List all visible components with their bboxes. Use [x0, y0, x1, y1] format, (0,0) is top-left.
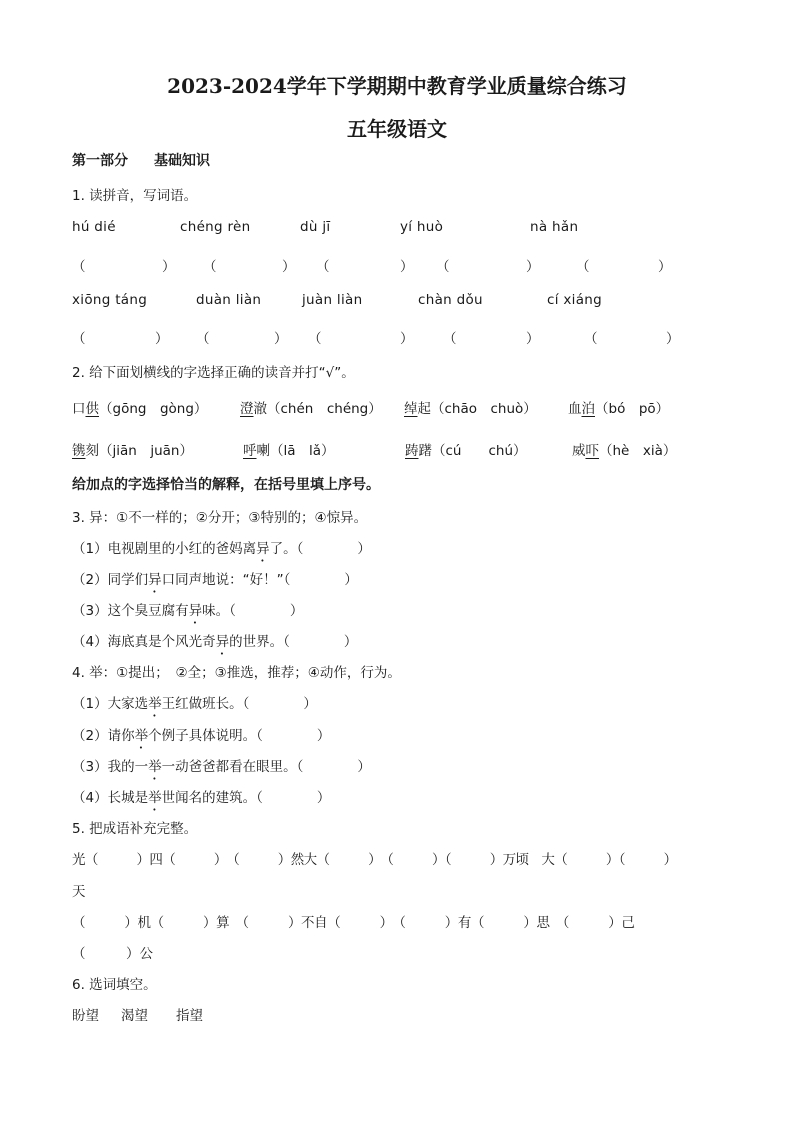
open-bracket: （: [308, 331, 322, 347]
open-bracket: （: [72, 259, 86, 275]
pinyin-3: dù jī: [300, 219, 331, 235]
close-bracket: ）: [155, 331, 169, 347]
open-bracket: （: [584, 331, 598, 347]
pronunciation-item: [243, 439, 335, 459]
idiom-line: 光（ ）四（ ） （ ）然大（ ） （ ）（ ）万顷 大（ ）（ ）: [72, 852, 677, 868]
close-bracket: ）: [526, 259, 540, 275]
question-5-prompt: 5. 把成语补充完整。: [72, 821, 198, 837]
question-1-prompt: 1. 读拼音，写词语。: [72, 188, 198, 204]
underlined-char: 澄: [240, 401, 254, 417]
close-bracket: ）: [666, 331, 680, 347]
item-text: 王红做班长。（ ）: [161, 696, 317, 712]
open-bracket: （: [316, 259, 330, 275]
item-text: （2）同学们: [72, 572, 149, 588]
dotted-char: 举: [134, 728, 149, 744]
question-6-prompt: 6. 选词填空。: [72, 977, 157, 993]
part-name: 基础知识: [154, 153, 210, 169]
close-bracket: ）: [282, 259, 296, 275]
sub-item: [72, 724, 330, 752]
question-4-prompt: 4. 举：①提出； ②全；③推选，推荐；④动作，行为。: [72, 665, 401, 681]
dotted-char: 异: [188, 603, 203, 619]
item-text: 一动爸爸都看在眼里。（ ）: [161, 759, 371, 775]
underlined-char: 绰: [404, 401, 418, 417]
item-text: （1）电视剧里的小红的爸妈离: [72, 541, 257, 557]
item-options: （hè xià）: [599, 443, 677, 459]
underlined-char: 吓: [585, 443, 599, 459]
word-option: 指望: [176, 1008, 203, 1024]
dotted-char: 举: [148, 790, 162, 806]
word-option: 盼望: [72, 1008, 99, 1024]
pinyin-10: cí xiáng: [547, 292, 603, 308]
item-text: 味。（ ）: [202, 603, 304, 619]
open-bracket: （: [436, 259, 450, 275]
item-text: 个例子具体说明。（ ）: [148, 728, 331, 744]
pronunciation-item: [572, 439, 676, 459]
close-bracket: ）: [274, 331, 288, 347]
item-text: （2）请你: [72, 728, 135, 744]
item-text: 世闻名的建筑。（ ）: [161, 790, 331, 806]
pronunciation-item: [72, 439, 193, 459]
underlined-char: 泊: [581, 401, 595, 417]
open-bracket: （: [576, 259, 590, 275]
dotted-char: 举: [148, 696, 162, 712]
pinyin-9: chàn dǒu: [418, 292, 483, 308]
pronunciation-item: [404, 397, 537, 417]
open-bracket: （: [196, 331, 210, 347]
sub-item: [72, 692, 317, 720]
sub-item: [72, 786, 330, 814]
pinyin-5: nà hǎn: [530, 219, 579, 235]
idiom-line-continued: 天: [72, 884, 86, 900]
close-bracket: ）: [400, 259, 414, 275]
open-bracket: （: [72, 331, 86, 347]
pinyin-7: duàn liàn: [196, 292, 262, 308]
item-prefix: 口: [72, 401, 86, 417]
pinyin-4: yí huò: [400, 219, 444, 235]
item-options: 起（chāo chuò）: [417, 401, 537, 417]
sub-item: [72, 568, 358, 596]
close-bracket: ）: [400, 331, 414, 347]
dotted-char: 异: [256, 541, 270, 557]
close-bracket: ）: [658, 259, 672, 275]
close-bracket: ）: [162, 259, 176, 275]
pronunciation-item: [72, 397, 207, 417]
dotted-char: 异: [215, 634, 230, 650]
pronunciation-item: [405, 439, 527, 459]
part-label: 第一部分: [72, 153, 128, 169]
part-heading: [72, 150, 210, 170]
sub-item: [72, 630, 357, 658]
pinyin-2: chéng rèn: [180, 219, 251, 235]
item-prefix: 威: [572, 443, 586, 459]
item-text: 了。（ ）: [269, 541, 371, 557]
item-options: 刻（jiān juān）: [85, 443, 193, 459]
item-options: 躇（cú chú）: [418, 443, 527, 459]
sub-item: [72, 755, 371, 783]
item-text: 口同声地说：“好！”（ ）: [161, 572, 358, 588]
item-text: （1）大家选: [72, 696, 149, 712]
sub-item: [72, 599, 303, 627]
dotted-char: 举: [148, 759, 162, 775]
pinyin-8: juàn liàn: [302, 292, 363, 308]
word-option: 渴望: [121, 1008, 148, 1024]
idiom-line-continued: （ ）公: [72, 946, 153, 962]
pinyin-1: hú dié: [72, 219, 116, 235]
item-text: （3）我的一: [72, 759, 149, 775]
page-subtitle: 五年级语文: [347, 117, 447, 141]
item-options: （gōng gòng）: [99, 401, 208, 417]
pinyin-6: xiōng táng: [72, 292, 148, 308]
sub-item: [72, 537, 371, 565]
item-options: 喇（lā lǎ）: [256, 443, 335, 459]
close-bracket: ）: [526, 331, 540, 347]
idiom-line: （ ）机（ ）算 （ ）不自（ ） （ ）有（ ）思 （ ）己: [72, 915, 635, 931]
question-2-prompt: 2. 给下面划横线的字选择正确的读音并打“√”。: [72, 365, 355, 381]
underlined-char: 供: [85, 401, 99, 417]
item-text: （4）海底真是个风光奇: [72, 634, 216, 650]
underlined-char: 镌: [72, 443, 86, 459]
section-instruction: 给加点的字选择恰当的解释，在括号里填上序号。: [72, 477, 380, 493]
item-text: （3）这个臭豆腐有: [72, 603, 189, 619]
question-3-prompt: 3. 异：①不一样的；②分开；③特别的；④惊异。: [72, 510, 368, 526]
open-bracket: （: [443, 331, 457, 347]
underlined-char: 踌: [405, 443, 419, 459]
item-options: （bó pō）: [595, 401, 670, 417]
pronunciation-item: [568, 397, 669, 417]
item-options: 澈（chén chéng）: [253, 401, 382, 417]
open-bracket: （: [203, 259, 217, 275]
underlined-char: 呼: [243, 443, 257, 459]
item-text: （4）长城是: [72, 790, 149, 806]
pronunciation-item: [240, 397, 382, 417]
item-text: 的世界。（ ）: [229, 634, 358, 650]
page-title: 2023-2024学年下学期期中教育学业质量综合练习: [167, 74, 627, 98]
dotted-char: 异: [148, 572, 162, 588]
item-prefix: 血: [568, 401, 582, 417]
